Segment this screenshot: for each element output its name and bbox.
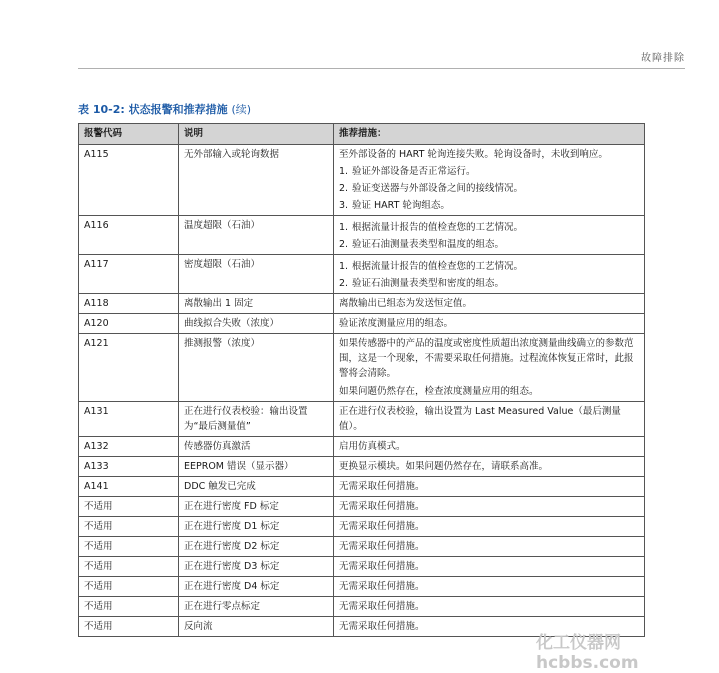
action-text: 更换显示模块。如果问题仍然存在，请联系高准。	[339, 461, 549, 472]
description-cell: 温度超限（石油）	[179, 216, 334, 255]
description-cell: DDC 触发已完成	[179, 477, 334, 497]
watermark: 化工仪器网hcbbs.com	[536, 633, 639, 673]
action-text: 正在进行仪表校验，输出设置为 Last Measured Value（最后测量值）。	[339, 406, 621, 432]
header-rule	[78, 68, 685, 69]
alarm-code-cell: A133	[79, 457, 179, 477]
description-cell: EEPROM 错误（显示器）	[179, 457, 334, 477]
description-cell: 无外部输入或轮询数据	[179, 145, 334, 216]
action-text: 无需采取任何措施。	[339, 561, 425, 572]
action-cell	[334, 437, 645, 457]
action-cell	[334, 216, 645, 255]
alarm-code-cell: A141	[79, 477, 179, 497]
action-step-text: 验证变送器与外部设备之间的接线情况。	[352, 183, 524, 194]
description-cell: 正在进行仪表校验：输出设置为“最后测量值”	[179, 402, 334, 437]
description-cell: 正在进行密度 FD 标定	[179, 497, 334, 517]
action-cell	[334, 577, 645, 597]
table-row	[79, 477, 645, 497]
action-cell	[334, 314, 645, 334]
section-title: 故障排除	[641, 53, 685, 64]
table-caption	[78, 101, 251, 117]
action-text: 无需采取任何措施。	[339, 481, 425, 492]
alarm-table	[78, 123, 645, 637]
table-row	[79, 497, 645, 517]
description-cell: 反向流	[179, 617, 334, 637]
alarm-code-cell: A121	[79, 334, 179, 402]
description-cell: 正在进行密度 D4 标定	[179, 577, 334, 597]
action-note: 如果问题仍然存在，检查浓度测量应用的组态。	[339, 386, 539, 397]
table-row	[79, 294, 645, 314]
alarm-code-cell: A131	[79, 402, 179, 437]
table-row	[79, 557, 645, 577]
alarm-code-cell: 不适用	[79, 537, 179, 557]
table-row	[79, 537, 645, 557]
action-cell	[334, 497, 645, 517]
action-cell	[334, 334, 645, 402]
action-cell	[334, 537, 645, 557]
alarm-code-cell: A117	[79, 255, 179, 294]
description-cell: 正在进行密度 D1 标定	[179, 517, 334, 537]
column-header-code: 报警代码	[79, 124, 179, 145]
action-text: 验证浓度测量应用的组态。	[339, 318, 454, 329]
description-cell: 密度超限（石油）	[179, 255, 334, 294]
action-step: 1. 验证外部设备是否正常运行。	[339, 166, 476, 177]
action-cell	[334, 597, 645, 617]
alarm-code-cell: 不适用	[79, 577, 179, 597]
action-text: 无需采取任何措施。	[339, 521, 425, 532]
action-cell	[334, 145, 645, 216]
table-row	[79, 402, 645, 437]
action-text: 离散输出已组态为发送恒定值。	[339, 298, 473, 309]
alarm-code-cell: 不适用	[79, 497, 179, 517]
alarm-code-cell: A118	[79, 294, 179, 314]
action-step-text: 验证 HART 轮询组态。	[352, 200, 450, 211]
action-step-text: 验证外部设备是否正常运行。	[352, 166, 476, 177]
column-header-action: 推荐措施：	[334, 124, 645, 145]
action-cell	[334, 557, 645, 577]
description-cell: 正在进行密度 D2 标定	[179, 537, 334, 557]
action-text: 至外部设备的 HART 轮询连接失败。轮询设备时，未收到响应。	[339, 149, 608, 160]
description-cell: 正在进行密度 D3 标定	[179, 557, 334, 577]
alarm-code-cell: A115	[79, 145, 179, 216]
description-cell: 推测报警（浓度）	[179, 334, 334, 402]
action-step: 3. 验证 HART 轮询组态。	[339, 200, 450, 211]
alarm-code-cell: A116	[79, 216, 179, 255]
alarm-code-cell: 不适用	[79, 557, 179, 577]
action-step: 2. 验证变送器与外部设备之间的接线情况。	[339, 183, 524, 194]
action-step-text: 验证石油测量表类型和温度的组态。	[352, 239, 505, 250]
caption-suffix: (续)	[231, 103, 252, 116]
action-text: 无需采取任何措施。	[339, 581, 425, 592]
action-step-text: 根据流量计报告的值检查您的工艺情况。	[352, 222, 524, 233]
column-header-description: 说明	[179, 124, 334, 145]
action-cell	[334, 402, 645, 437]
description-cell: 离散输出 1 固定	[179, 294, 334, 314]
table-row	[79, 145, 645, 216]
caption-title: 状态报警和推荐措施	[128, 103, 228, 116]
action-cell	[334, 517, 645, 537]
table-row	[79, 517, 645, 537]
action-cell	[334, 255, 645, 294]
alarm-code-cell: 不适用	[79, 517, 179, 537]
action-step: 1. 根据流量计报告的值检查您的工艺情况。	[339, 261, 524, 272]
alarm-code-cell: 不适用	[79, 597, 179, 617]
action-text: 无需采取任何措施。	[339, 621, 425, 632]
table-row	[79, 216, 645, 255]
action-cell	[334, 294, 645, 314]
table-row	[79, 577, 645, 597]
action-step: 2. 验证石油测量表类型和密度的组态。	[339, 278, 505, 289]
action-text: 无需采取任何措施。	[339, 501, 425, 512]
action-text: 如果传感器中的产品的温度或密度性质超出浓度测量曲线确立的参数范围，这是一个现象，不需要采取任何措施。过程流体恢复正常时，此报警将会清除。	[339, 338, 634, 379]
table-row	[79, 457, 645, 477]
alarm-code-cell: A120	[79, 314, 179, 334]
table-row	[79, 437, 645, 457]
action-text: 启用仿真模式。	[339, 441, 406, 452]
description-cell: 传感器仿真激活	[179, 437, 334, 457]
description-cell: 曲线拟合失败（浓度）	[179, 314, 334, 334]
table-row	[79, 314, 645, 334]
alarm-code-cell: 不适用	[79, 617, 179, 637]
action-text: 无需采取任何措施。	[339, 601, 425, 612]
caption-label: 表 10-2:	[78, 103, 125, 116]
action-step-text: 验证石油测量表类型和密度的组态。	[352, 278, 505, 289]
table-header-row	[79, 124, 645, 145]
action-cell	[334, 457, 645, 477]
table-row	[79, 597, 645, 617]
table-body	[79, 145, 645, 637]
table-row	[79, 255, 645, 294]
alarm-code-cell: A132	[79, 437, 179, 457]
action-step: 1. 根据流量计报告的值检查您的工艺情况。	[339, 222, 524, 233]
action-text: 无需采取任何措施。	[339, 541, 425, 552]
table-row	[79, 334, 645, 402]
action-step: 2. 验证石油测量表类型和温度的组态。	[339, 239, 505, 250]
action-step-text: 根据流量计报告的值检查您的工艺情况。	[352, 261, 524, 272]
description-cell: 正在进行零点标定	[179, 597, 334, 617]
action-cell	[334, 477, 645, 497]
